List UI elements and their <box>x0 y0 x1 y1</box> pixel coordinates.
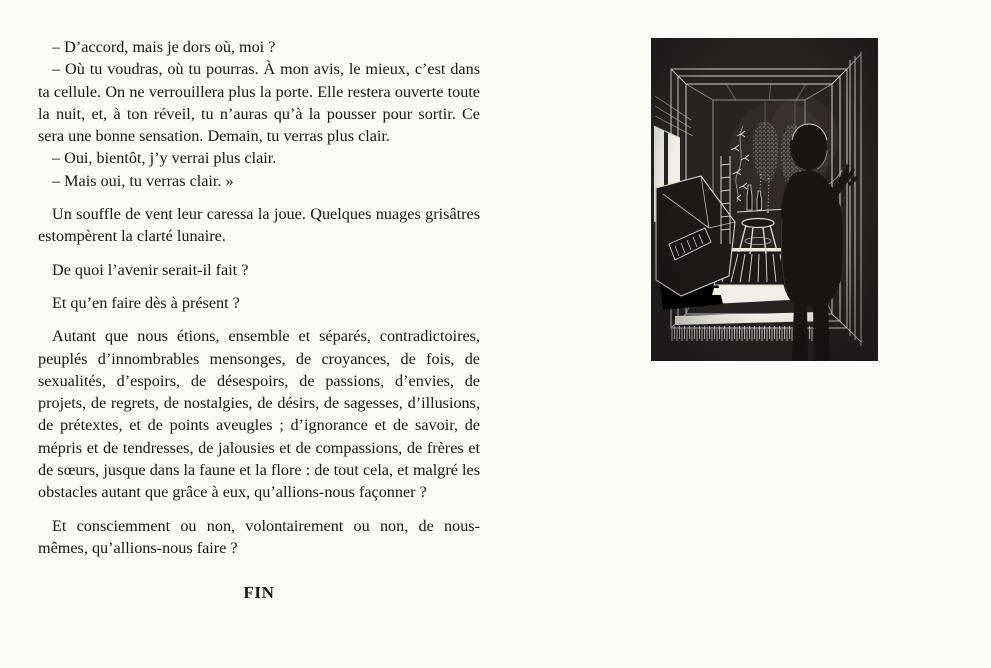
chapter-illustration <box>651 38 878 361</box>
illustration-drawing <box>651 38 878 361</box>
paragraph: – Oui, bientôt, j’y verrai plus clair. <box>52 149 277 168</box>
paragraph: – Mais oui, tu verras clair. » <box>52 171 234 190</box>
paragraph: – D’accord, mais je dors où, moi ? <box>52 38 276 56</box>
paragraph: – Où tu voudras, où tu pourras. À mon avis, le mieux, c’est dans ta cellule. On ne verrouillera plus la porte. Elle restera ouverte toute la nuit, et, à ton réveil, tu n’auras qu’à la pousser pour sortir. Ce sera une bonne sensation. Demain, tu verras plus clair. <box>38 60 480 146</box>
paragraph: De quoi l’avenir serait-il fait ? <box>52 260 249 279</box>
paragraph: Et consciemment ou non, volontairement ou non, de nous-mêmes, qu’allions-nous faire ? <box>38 516 480 557</box>
ending-label: FIN <box>243 583 275 603</box>
paragraph: Un souffle de vent leur caressa la joue. Quelques nuages grisâtres estompèrent la clarté lunaire. <box>38 205 480 246</box>
vignette <box>651 38 878 361</box>
paragraph-list <box>38 36 480 559</box>
paragraph: Et qu’en faire dès à présent ? <box>52 293 240 312</box>
paragraph: Autant que nous étions, ensemble et séparés, contradictoires, peuplés d’innombrables mensonges, de croyances, de fois, de sexualités, d’espoirs, de désespoirs, de passions, d’envies, de projets, de regrets, de nostalgies, de désirs, de sagesses, d’illusions, de prétextes, et de points aveugles ; d’ignorance et de savoir, de mépris et de tendresses, de jalousies et de compassions, de frères et de sœurs, jusque dans la faune et la flore : de tout cela, et malgré les obstacles autant que grâce à eux, qu’allions-nous façonner ? <box>38 327 480 502</box>
text-column <box>38 36 480 605</box>
